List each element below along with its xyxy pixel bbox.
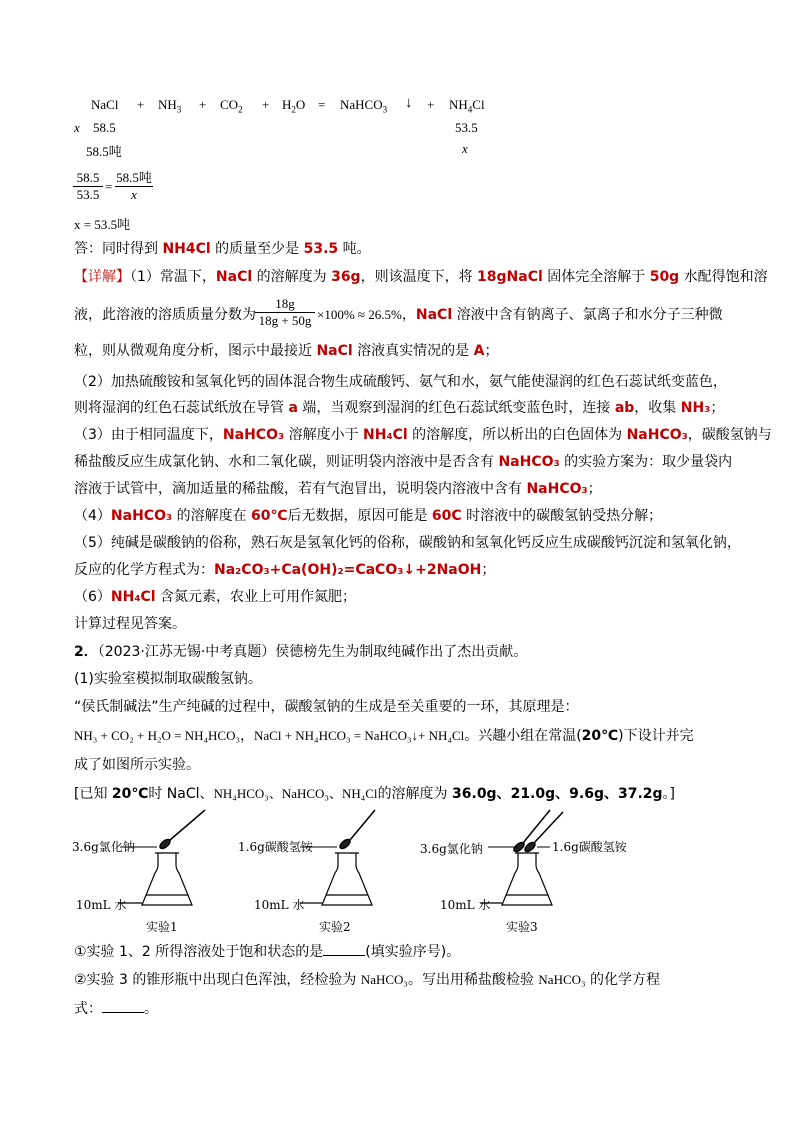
exp2-label: 1.6g碳酸氢铵 xyxy=(238,840,313,854)
eq-mass-nacl: 58.5吨 xyxy=(86,144,122,159)
eq-molar-mass-nacl: 58.5 xyxy=(93,120,116,135)
eq-term-nacl: NaCl xyxy=(91,97,119,112)
detail-tag: 【详解】 xyxy=(74,269,130,285)
eq-term-nh3: $NH_3$ xyxy=(158,97,182,115)
eq-plus: + xyxy=(427,97,435,112)
q2-known: [已知 20℃时 NaCl、NH₄HCO₃、NaHCO₃、NH₄Cl的溶解度为 36.0g、21.0g、9.6g、37.2g。] xyxy=(74,786,675,802)
exp3-label-left: 3.6g氯化钠 xyxy=(420,842,483,856)
eq-mass-x: x xyxy=(462,141,468,156)
exp3-caption: 实验3 xyxy=(506,920,538,934)
q2-intro: “侯氏制碱法”生产纯碱的过程中，碳酸氢钠的生成是至关重要的一环，其原理是： xyxy=(74,699,579,715)
answer-blank[interactable] xyxy=(323,943,365,956)
eq-term-h2o: $H_2O$ xyxy=(282,97,306,115)
spoon-icon xyxy=(158,810,205,850)
eq-term-co2: $CO_2$ xyxy=(220,97,243,115)
exp3-label-right: 1.6g碳酸氢铵 xyxy=(552,840,627,854)
detail-s3-line-3: 溶液于试管中，滴加适量的稀盐酸，若有气泡冒出，说明袋内溶液中含有 NaHCO₃； xyxy=(74,481,602,497)
answer-blank[interactable] xyxy=(102,1000,144,1013)
exp2-water: 10mL 水 xyxy=(254,898,305,912)
detail-s5-line-1: （5）纯碱是碳酸钠的俗称，熟石灰是氢氧化钙的俗称，碳酸钠和氢氧化钙反应生成碳酸钙沉淀和氢氧化钠， xyxy=(74,535,741,551)
q2-sub1: (1)实验室模拟制取碳酸氢钠。 xyxy=(74,671,262,687)
exp1-water: 10mL 水 xyxy=(76,898,127,912)
fraction-right: 58.5吨 x xyxy=(116,170,152,202)
fraction-left: $\frac{58.5}{53.5}$ xyxy=(73,170,103,203)
exp3-water: 10mL 水 xyxy=(440,898,491,912)
flask-experiment-3 xyxy=(480,853,552,905)
eq-term-nh4cl: $NH_4Cl$ xyxy=(449,97,485,115)
flask-experiment-2 xyxy=(300,853,372,905)
experiment-figure xyxy=(60,805,700,935)
q2-title: 2．（2023·江苏无锡·中考真题）侯德榜先生为制取纯碱作出了杰出贡献。 xyxy=(74,644,528,660)
q2-part-a: ①实验 1、2 所得溶液处于饱和状态的是 (填实验序号)。 xyxy=(74,944,461,960)
eq-plus: + xyxy=(199,97,207,112)
q2-part-b: ②实验 3 的锥形瓶中出现白色浑浊，经检验为 NaHCO₃。写出用稀盐酸检验 NaHCO₃ 的化学方程 xyxy=(74,972,660,988)
eq-molar-mass-nh4cl: 53.5 xyxy=(455,120,478,135)
detail-s6: （6）NH₄Cl 含氮元素，农业上可用作氮肥； xyxy=(74,589,357,605)
q2-part-b-cont: 式： 。 xyxy=(74,1001,158,1017)
detail-line-2-rest: ×100% ≈ 26.5%，NaCl 溶液中含有钠离子、氯离子和水分子三种微 xyxy=(317,307,723,323)
eq-plus: + xyxy=(137,97,145,112)
proportion-equals: = xyxy=(105,179,113,194)
detail-s2-line-1: （2）加热硫酸铵和氢氧化钙的固体混合物生成硫酸钙、氨气和水，氨气能使湿润的红色石蕊试纸变蓝色， xyxy=(74,374,727,390)
detail-line-2: 液，此溶液的溶质质量分数为 xyxy=(74,307,256,323)
exp2-caption: 实验2 xyxy=(319,920,351,934)
detail-s4: （4）NaHCO₃ 的溶解度在 60℃后无数据，原因可能是 60C 时溶液中的碳酸氢钠受热分解； xyxy=(74,508,663,524)
detail-s5-line-2: 反应的化学方程式为：Na₂CO₃+Ca(OH)₂=CaCO₃↓+2NaOH； xyxy=(74,562,496,578)
detail-s3-line-2: 稀盐酸反应生成氯化钠、水和二氧化碳，则证明袋内溶液中是否含有 NaHCO₃ 的实验方案为：取少量袋内 xyxy=(74,454,733,470)
eq-unknown-x: x xyxy=(74,120,80,135)
q2-equations: NH₃ + CO₂ + H₂O = NH₄HCO₃，NaCl + NH₄HCO₃ = NaHCO₃↓+ NH₄Cl。兴趣小组在常温(20℃)下设计并完 xyxy=(74,728,694,744)
detail-line-1: 【详解】（1）常温下，NaCl 的溶解度为 36g，则该温度下，将 18gNaCl 固体完全溶解于 50g 水配得饱和溶 xyxy=(74,269,768,285)
spoon-icon xyxy=(338,810,375,850)
mass-fraction: $\frac{18g}{18g + 50g}$ xyxy=(255,296,315,329)
precipitate-arrow-icon: ↓ xyxy=(405,95,413,111)
eq-term-nahco3: NaHCO$_3$ xyxy=(340,97,388,115)
exp1-caption: 实验1 xyxy=(146,920,178,934)
q2-line2: 成了如图所示实验。 xyxy=(74,757,200,773)
exp1-label: 3.6g氯化钠 xyxy=(72,840,135,854)
answer-line: 答：同时得到 NH4Cl 的质量至少是 53.5 吨。 xyxy=(74,241,371,257)
detail-s2-line-2: 则将湿润的红色石蕊试纸放在导管 a 端，当观察到湿润的红色石蕊试纸变蓝色时，连接 ab，收集 NH₃； xyxy=(74,400,725,416)
flask-experiment-1 xyxy=(118,853,192,905)
eq-plus: + xyxy=(262,97,270,112)
eq-equals: = xyxy=(318,97,326,112)
detail-line-3: 粒，则从微观角度分析，图示中最接近 NaCl 溶液真实情况的是 A； xyxy=(74,343,499,359)
proportion-result: x = 53.5吨 xyxy=(74,217,131,232)
detail-s7: 计算过程见答案。 xyxy=(74,616,186,632)
detail-s3-line-1: （3）由于相同温度下，NaHCO₃ 溶解度小于 NH₄Cl 的溶解度，所以析出的白色固体为 NaHCO₃，碳酸氢钠与 xyxy=(74,427,772,443)
